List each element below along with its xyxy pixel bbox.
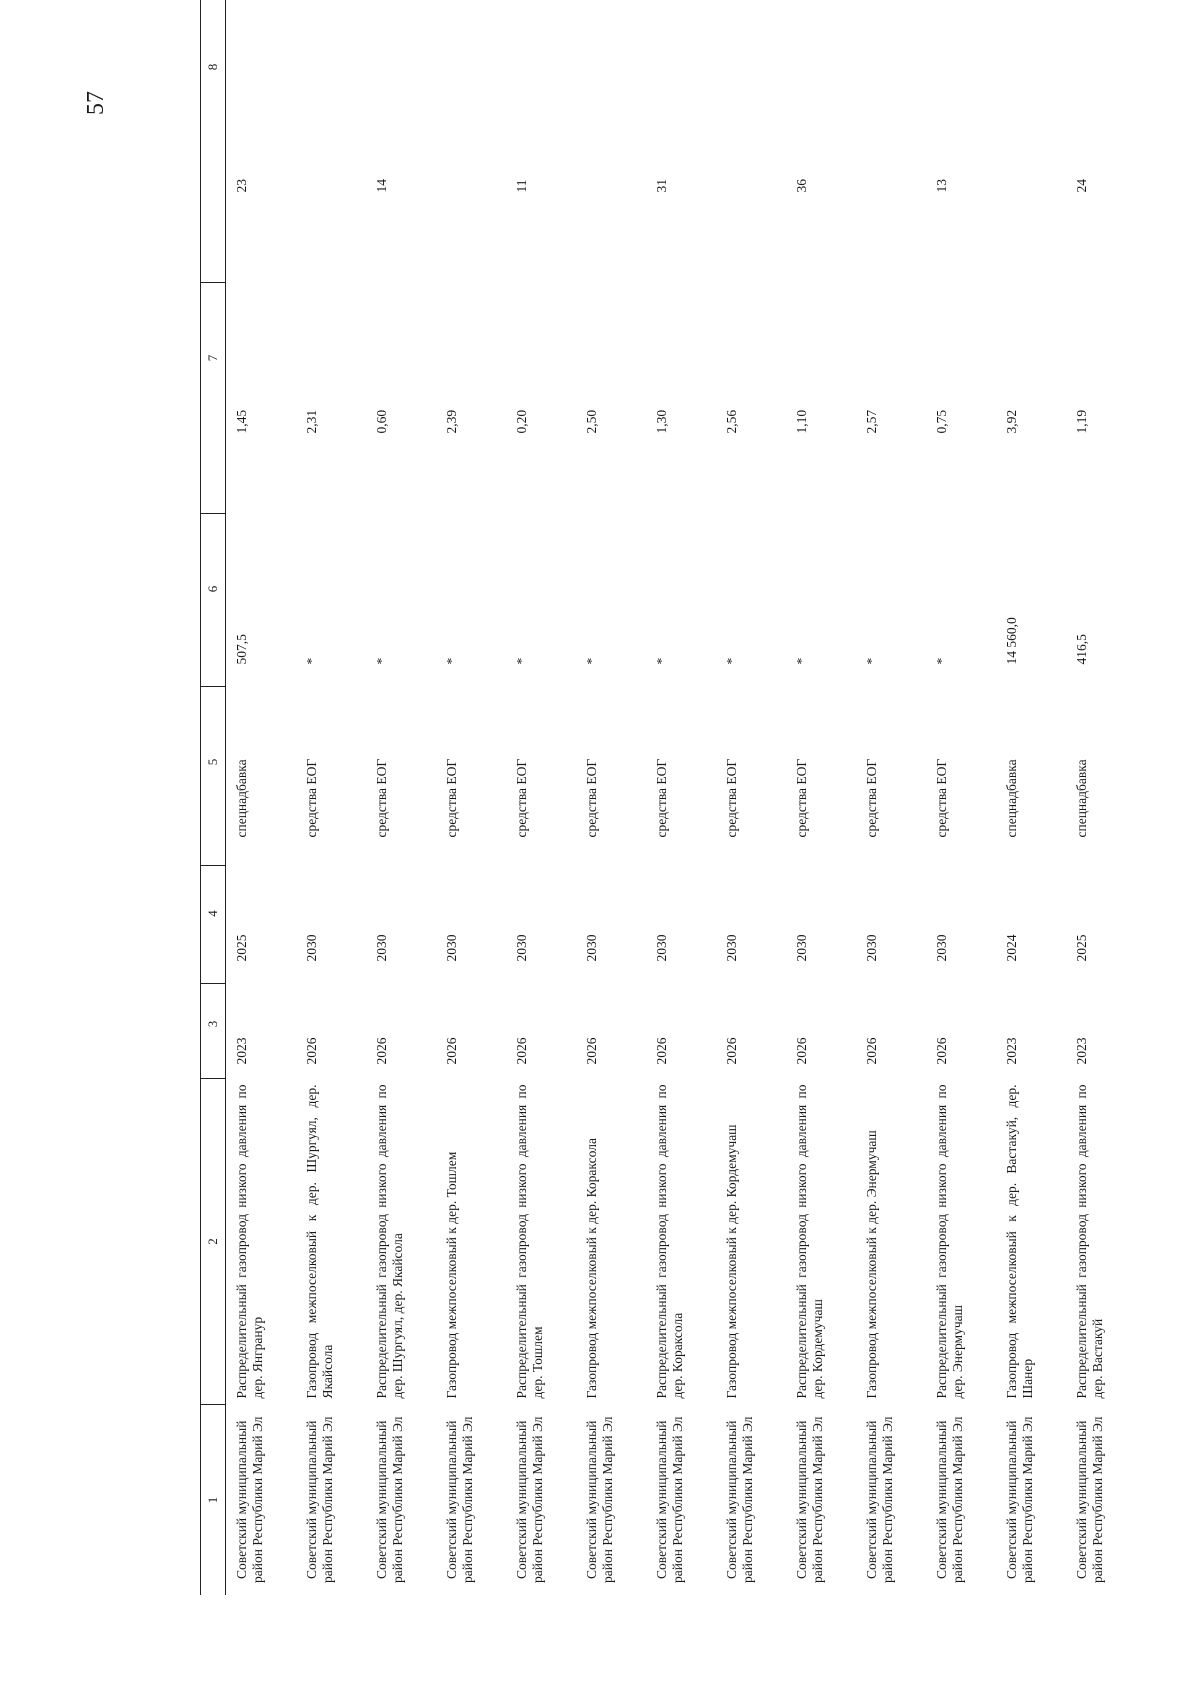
cell-text: 2023 [1074,1037,1089,1065]
cell-text: * [374,657,389,665]
table-cell-col-2 [856,1079,926,1405]
table-cell-col-8 [646,0,716,283]
table-row [296,0,366,1595]
cell-text: Советский муниципальный район Республики Марий Эл [794,1416,825,1583]
table-cell-col-6 [926,514,996,687]
table-cell-col-3 [506,984,576,1079]
table-cell-col-3 [926,984,996,1079]
cell-text: 14 560,0 [1004,617,1019,665]
table-cell-col-6 [716,514,786,687]
cell-text: 2,56 [724,409,739,434]
cell-text: 14 [374,179,389,193]
column-header-3: 3 [201,984,226,1079]
cell-text: Распределительный газопровод низкого давления по дер. Тошлем [514,1084,545,1399]
cell-text: 2030 [304,934,319,962]
cell-text: * [934,657,949,665]
table-cell-col-3 [366,984,436,1079]
table-cell-col-6 [646,514,716,687]
cell-text: 2026 [304,1037,319,1065]
cell-text: Газопровод межпоселковый к дер. Кордемучаш [724,1124,739,1399]
cell-text: Газопровод межпоселковый к дер. Кораксола [584,1138,599,1399]
cell-text: 507,5 [234,634,249,665]
table-cell-col-4 [436,866,506,984]
cell-text: * [864,657,879,665]
cell-text: 0,20 [514,409,529,434]
cell-text: Советский муниципальный район Республики Марий Эл [444,1416,475,1583]
cell-text: средства ЕОГ [864,758,879,838]
table-cell-col-2 [1066,1079,1136,1405]
cell-text: 2024 [1004,934,1019,962]
table-cell-col-6 [1066,514,1136,687]
table-cell-col-3 [296,984,366,1079]
table-cell-col-1 [506,1405,576,1596]
cell-text: 23 [234,179,249,193]
column-header-2: 2 [201,1079,226,1405]
cell-text: 2023 [234,1037,249,1065]
table-cell-col-2 [786,1079,856,1405]
table-cell-col-1 [646,1405,716,1596]
cell-text: 0,60 [374,409,389,434]
table-cell-col-7 [716,283,786,514]
cell-text: средства ЕОГ [724,758,739,838]
cell-text: Распределительный газопровод низкого давления по дер. Кораксола [654,1084,685,1399]
table-cell-col-3 [856,984,926,1079]
cell-text: 11 [514,179,529,193]
table-cell-col-2 [926,1079,996,1405]
table-cell-col-1 [226,1405,297,1596]
table-cell-col-4 [576,866,646,984]
column-header-6: 6 [201,514,226,687]
table-cell-col-4 [646,866,716,984]
cell-text: 2,50 [584,409,599,434]
cell-text: Советский муниципальный район Республики Марий Эл [584,1416,615,1583]
cell-text: Газопровод межпоселковый к дер. Вастакуй, дер. Шанер [1004,1084,1035,1399]
table-cell-col-6 [296,514,366,687]
table-cell-col-6 [436,514,506,687]
table-header-row [201,0,226,1595]
table-cell-col-4 [786,866,856,984]
cell-text: средства ЕОГ [584,758,599,838]
cell-text: 2030 [514,934,529,962]
cell-text: спецнадбавка [234,759,249,838]
table-cell-col-2 [296,1079,366,1405]
rotated-table-frame [200,63,1200,1595]
table-cell-col-6 [576,514,646,687]
cell-text: Распределительный газопровод низкого давления по дер. Янгранур [234,1084,265,1399]
cell-text: 2030 [374,934,389,962]
cell-text: 2030 [794,934,809,962]
table-cell-col-5 [366,687,436,866]
table-cell-col-2 [716,1079,786,1405]
table-row [366,0,436,1595]
cell-text: спецнадбавка [1004,759,1019,838]
table-cell-col-4 [506,866,576,984]
table-cell-col-2 [996,1079,1066,1405]
table-cell-col-7 [366,283,436,514]
table-cell-col-7 [646,283,716,514]
cell-text: Советский муниципальный район Республики Марий Эл [864,1416,895,1583]
table-row [646,0,716,1595]
table-cell-col-1 [1066,1405,1136,1596]
table-body [226,0,1137,1595]
cell-text: * [444,657,459,665]
table-cell-col-3 [576,984,646,1079]
table-cell-col-3 [716,984,786,1079]
table-row [226,0,297,1595]
cell-text: 2030 [864,934,879,962]
table-cell-col-7 [296,283,366,514]
table-cell-col-8 [1066,0,1136,283]
cell-text: 24 [1074,179,1089,193]
cell-text: 1,30 [654,409,669,434]
table-cell-col-3 [1066,984,1136,1079]
cell-text: * [584,657,599,665]
table-cell-col-6 [226,514,297,687]
cell-text: Советский муниципальный район Республики Марий Эл [234,1416,265,1583]
table-cell-col-6 [856,514,926,687]
table-cell-col-2 [226,1079,297,1405]
table-row [1066,0,1136,1595]
table-cell-col-5 [786,687,856,866]
table-cell-col-5 [926,687,996,866]
cell-text: Газопровод межпоселковый к дер. Шургуял, дер. Якайсола [304,1084,335,1399]
table-cell-col-7 [926,283,996,514]
cell-text: средства ЕОГ [654,758,669,838]
table-cell-col-7 [996,283,1066,514]
table-cell-col-8 [366,0,436,283]
cell-text: 2023 [1004,1037,1019,1065]
cell-text: 2030 [724,934,739,962]
cell-text: Советский муниципальный район Республики Марий Эл [304,1416,335,1583]
table-row [716,0,786,1595]
table-cell-col-4 [716,866,786,984]
cell-text: 2030 [584,934,599,962]
cell-text: Советский муниципальный район Республики Марий Эл [1074,1416,1105,1583]
table-cell-col-8 [926,0,996,283]
cell-text: средства ЕОГ [444,758,459,838]
table-cell-col-8 [506,0,576,283]
table-row [926,0,996,1595]
cell-text: 2026 [584,1037,599,1065]
table-cell-col-7 [226,283,297,514]
cell-text: 416,5 [1074,634,1089,665]
table-cell-col-5 [226,687,297,866]
table-cell-col-2 [436,1079,506,1405]
table-cell-col-5 [436,687,506,866]
table-cell-col-7 [1066,283,1136,514]
cell-text: 3,92 [1004,409,1019,434]
column-header-4: 4 [201,866,226,984]
table-cell-col-1 [576,1405,646,1596]
cell-text: 2026 [794,1037,809,1065]
table-cell-col-2 [506,1079,576,1405]
cell-text: Распределительный газопровод низкого давления по дер. Энермучаш [934,1084,965,1399]
column-header-8: 8 [201,0,226,283]
cell-text: 2026 [724,1037,739,1065]
table-cell-col-7 [856,283,926,514]
table-row [436,0,506,1595]
cell-text: Газопровод межпоселковый к дер. Энермучаш [864,1130,879,1399]
cell-text: * [304,657,319,665]
column-header-5: 5 [201,687,226,866]
table-cell-col-2 [576,1079,646,1405]
table-cell-col-7 [576,283,646,514]
table-cell-col-8 [786,0,856,283]
cell-text: 2030 [654,934,669,962]
cell-text: 2026 [374,1037,389,1065]
cell-text: 36 [794,179,809,193]
cell-text: 31 [654,179,669,193]
table-cell-col-7 [436,283,506,514]
table-cell-col-1 [786,1405,856,1596]
table-cell-col-3 [646,984,716,1079]
table-cell-col-5 [296,687,366,866]
cell-text: средства ЕОГ [304,758,319,838]
cell-text: 1,10 [794,409,809,434]
table-cell-col-6 [506,514,576,687]
cell-text: средства ЕОГ [934,758,949,838]
cell-text: Советский муниципальный район Республики Марий Эл [654,1416,685,1583]
cell-text: 2026 [514,1037,529,1065]
table-cell-col-8 [576,0,646,283]
table-cell-col-7 [506,283,576,514]
cell-text: 2025 [1074,934,1089,962]
table-cell-col-4 [296,866,366,984]
page-number: 57 [83,91,109,115]
table-cell-col-1 [296,1405,366,1596]
table-cell-col-1 [996,1405,1066,1596]
cell-text: средства ЕОГ [374,758,389,838]
table-cell-col-1 [716,1405,786,1596]
table-cell-col-5 [576,687,646,866]
cell-text: 2,31 [304,409,319,434]
cell-text: 2030 [444,934,459,962]
table-cell-col-4 [1066,866,1136,984]
table-cell-col-5 [506,687,576,866]
table-cell-col-6 [996,514,1066,687]
cell-text: * [514,657,529,665]
table-cell-col-1 [436,1405,506,1596]
cell-text: Советский муниципальный район Республики Марий Эл [374,1416,405,1583]
cell-text: 2030 [934,934,949,962]
table-cell-col-8 [296,0,366,283]
table-cell-col-5 [646,687,716,866]
cell-text: 2025 [234,934,249,962]
cell-text: * [654,657,669,665]
table-cell-col-8 [716,0,786,283]
table-cell-col-8 [436,0,506,283]
cell-text: Распределительный газопровод низкого давления по дер. Вастакуй [1074,1084,1105,1399]
table-cell-col-3 [436,984,506,1079]
cell-text: Советский муниципальный район Республики Марий Эл [514,1416,545,1583]
table-cell-col-5 [856,687,926,866]
cell-text: Газопровод межпоселковый к дер. Тошлем [444,1151,459,1399]
table-cell-col-6 [366,514,436,687]
table-cell-col-1 [926,1405,996,1596]
cell-text: 2,39 [444,409,459,434]
cell-text: средства ЕОГ [794,758,809,838]
table-cell-col-4 [226,866,297,984]
table-row [996,0,1066,1595]
cell-text: спецнадбавка [1074,759,1089,838]
table-cell-col-4 [856,866,926,984]
table-cell-col-8 [996,0,1066,283]
cell-text: 2026 [864,1037,879,1065]
column-header-7: 7 [201,283,226,514]
table-cell-col-2 [646,1079,716,1405]
table-cell-col-3 [226,984,297,1079]
cell-text: Советский муниципальный район Республики Марий Эл [724,1416,755,1583]
cell-text: 1,45 [234,409,249,434]
cell-text: Советский муниципальный район Республики Марий Эл [934,1416,965,1583]
cell-text: Советский муниципальный район Республики Марий Эл [1004,1416,1035,1583]
column-header-1: 1 [201,1405,226,1596]
table-cell-col-7 [786,283,856,514]
cell-text: 2026 [934,1037,949,1065]
cell-text: 2026 [444,1037,459,1065]
table-cell-col-5 [996,687,1066,866]
table-cell-col-8 [226,0,297,283]
table-cell-col-8 [856,0,926,283]
cell-text: Распределительный газопровод низкого давления по дер. Кордемучаш [794,1084,825,1399]
cell-text: средства ЕОГ [514,758,529,838]
table-row [576,0,646,1595]
gas-pipeline-table [200,0,1136,1595]
table-cell-col-5 [716,687,786,866]
cell-text: * [794,657,809,665]
cell-text: 1,19 [1074,409,1089,434]
table-cell-col-5 [1066,687,1136,866]
table-cell-col-6 [786,514,856,687]
table-cell-col-3 [996,984,1066,1079]
cell-text: 2,57 [864,409,879,434]
table-cell-col-1 [856,1405,926,1596]
cell-text: 13 [934,179,949,193]
cell-text: Распределительный газопровод низкого давления по дер. Шургуял, дер. Якайсола [374,1084,405,1399]
table-cell-col-4 [366,866,436,984]
table-cell-col-3 [786,984,856,1079]
table-cell-col-4 [926,866,996,984]
table-row [856,0,926,1595]
cell-text: 0,75 [934,409,949,434]
table-cell-col-4 [996,866,1066,984]
cell-text: * [724,657,739,665]
table-row [506,0,576,1595]
table-row [786,0,856,1595]
cell-text: 2026 [654,1037,669,1065]
table-cell-col-1 [366,1405,436,1596]
table-cell-col-2 [366,1079,436,1405]
